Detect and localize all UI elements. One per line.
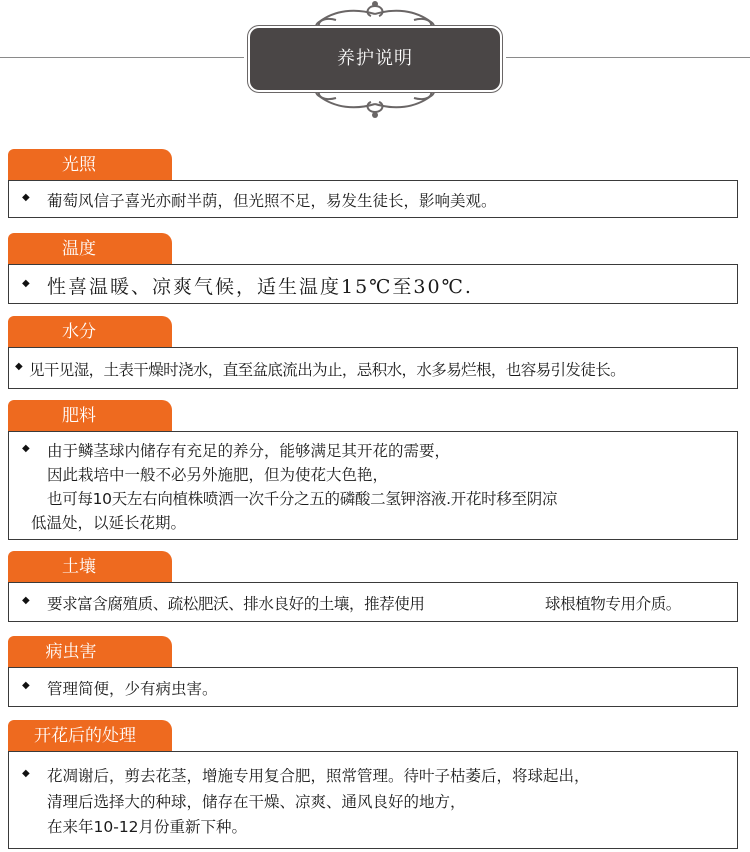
section-heading-tag	[8, 720, 172, 752]
section-line: 葡萄风信子喜光亦耐半荫，但光照不足，易发生徒长，影响美观。	[47, 192, 497, 210]
diamond-bullet-icon: ◆	[15, 361, 23, 372]
diamond-bullet-icon: ◆	[22, 595, 30, 606]
header-rule-right	[506, 57, 750, 58]
section-heading: 土壤	[62, 557, 96, 577]
section-content-box	[8, 582, 738, 622]
section-line: 花凋谢后，剪去花茎，增施专用复合肥，照常管理。待叶子枯萎后，将球起出，	[47, 767, 590, 785]
section-line: 低温处，以延长花期。	[31, 514, 187, 532]
section-line: 清理后选择大的种球，储存在干燥、凉爽、通风良好的地方，	[47, 793, 466, 811]
section-line: 因此栽培中一般不必另外施肥，但为使花大色艳，	[47, 466, 389, 484]
section-heading: 肥料	[62, 406, 96, 426]
section-heading-tag	[8, 233, 172, 265]
diamond-bullet-icon: ◆	[22, 192, 30, 203]
section-heading: 开花后的处理	[34, 726, 136, 746]
diamond-bullet-icon: ◆	[22, 768, 30, 779]
diamond-bullet-icon: ◆	[22, 443, 30, 454]
section-line: 见干见湿，土表干燥时浇水，直至盆底流出为止，忌积水，水多易烂根，也容易引发徒长。	[29, 361, 626, 379]
section-heading-tag	[8, 316, 172, 348]
section-content-box	[8, 667, 738, 707]
section-heading: 病虫害	[45, 642, 97, 662]
section-heading: 光照	[62, 155, 96, 175]
section-content-box	[8, 751, 738, 849]
section-content-box	[8, 347, 738, 389]
section-line: 要求富含腐殖质、疏松肥沃、排水良好的土壤，推荐使用	[47, 595, 425, 613]
diamond-bullet-icon: ◆	[22, 680, 30, 691]
section-heading-tag	[8, 636, 172, 668]
diamond-bullet-icon: ◆	[22, 278, 30, 289]
section-heading: 水分	[62, 322, 96, 342]
section-line: 球根植物专用介质。	[545, 595, 681, 613]
section-line: 性喜温暖、凉爽气候，适生温度15℃至30℃.	[47, 276, 473, 298]
section-line: 也可每10天左右向植株喷洒一次千分之五的磷酸二氢钾溶液.开花时移至阴凉	[47, 490, 558, 508]
section-content-box	[8, 431, 738, 540]
page-title: 养护说明	[337, 48, 413, 69]
section-heading-tag	[8, 149, 172, 181]
section-line: 在来年10-12月份重新下种。	[47, 818, 248, 836]
section-heading-tag	[8, 551, 172, 583]
section-line: 管理简便，少有病虫害。	[47, 680, 218, 698]
header-rule-left	[0, 57, 244, 58]
section-content-box	[8, 180, 738, 218]
section-heading: 温度	[62, 239, 96, 259]
section-content-box	[8, 264, 738, 304]
section-heading-tag	[8, 400, 172, 432]
section-line: 由于鳞茎球内储存有充足的养分，能够满足其开花的需要，	[47, 442, 451, 460]
